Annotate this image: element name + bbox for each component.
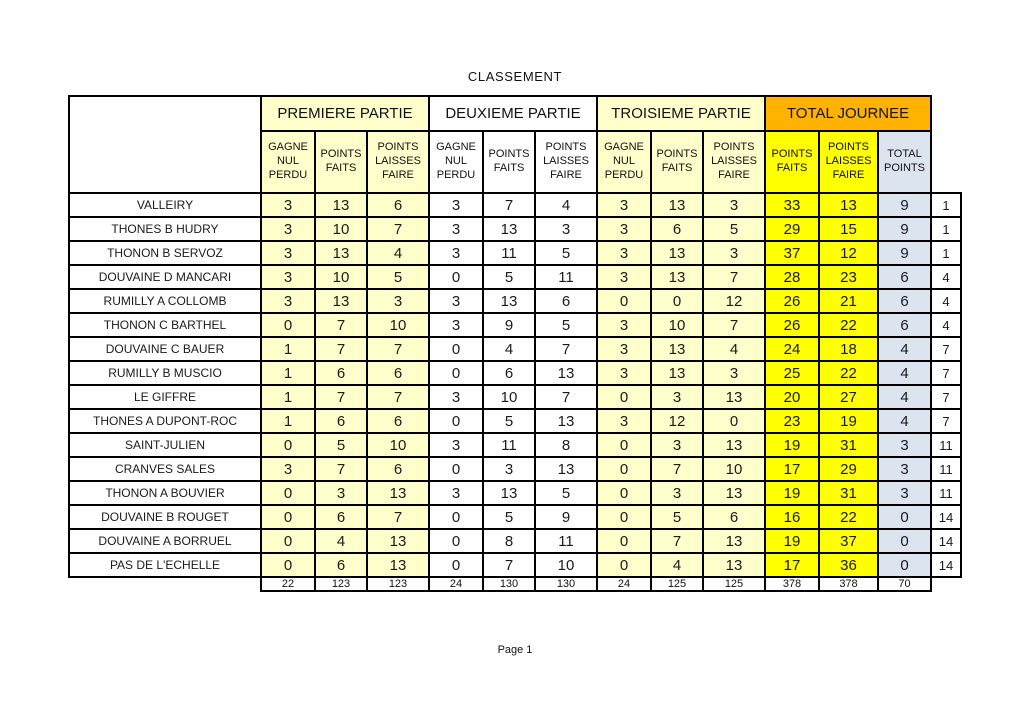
team-column-header (69, 96, 261, 193)
column-header-points-faits-7: POINTS FAITS (651, 131, 703, 193)
value-cell: 13 (367, 481, 429, 505)
group-header-total-journee: TOTAL JOURNEE (765, 96, 931, 131)
value-cell: 13 (651, 361, 703, 385)
group-header-troisieme-partie: TROISIEME PARTIE (597, 96, 765, 131)
value-cell: 6 (367, 409, 429, 433)
team-name: DOUVAINE B ROUGET (69, 505, 261, 529)
value-cell: 11 (483, 433, 535, 457)
value-cell: 3 (878, 457, 931, 481)
value-cell: 13 (483, 481, 535, 505)
value-cell: 4 (878, 337, 931, 361)
team-name: RUMILLY B MUSCIO (69, 361, 261, 385)
value-cell: 0 (651, 289, 703, 313)
table-row-douvaine-b-rouget (69, 505, 961, 529)
value-cell: 0 (878, 529, 931, 553)
value-cell: 7 (315, 313, 367, 337)
value-cell: 5 (535, 313, 597, 337)
value-cell: 3 (597, 265, 651, 289)
value-cell: 3 (703, 361, 765, 385)
value-cell: 22 (819, 313, 878, 337)
value-cell: 3 (651, 481, 703, 505)
totals-tail-spacer (931, 577, 961, 591)
column-total: 130 (535, 577, 597, 591)
value-cell: 7 (367, 385, 429, 409)
value-cell: 19 (765, 433, 819, 457)
value-cell: 13 (367, 529, 429, 553)
value-cell: 3 (261, 217, 315, 241)
value-cell: 6 (878, 265, 931, 289)
column-header-points-laisses-faire-5: POINTS LAISSES FAIRE (535, 131, 597, 193)
team-name: THONON B SERVOZ (69, 241, 261, 265)
value-cell: 13 (535, 409, 597, 433)
table-header (69, 96, 961, 193)
value-cell: 3 (429, 193, 483, 217)
team-name: THONON A BOUVIER (69, 481, 261, 505)
value-cell: 0 (703, 409, 765, 433)
value-cell: 3 (367, 289, 429, 313)
value-cell: 8 (535, 433, 597, 457)
value-cell: 0 (261, 505, 315, 529)
value-cell: 13 (703, 481, 765, 505)
value-cell: 13 (535, 361, 597, 385)
value-cell: 4 (878, 385, 931, 409)
value-cell: 13 (651, 193, 703, 217)
value-cell: 3 (597, 337, 651, 361)
value-cell: 0 (597, 289, 651, 313)
value-cell: 13 (651, 337, 703, 361)
value-cell: 13 (483, 289, 535, 313)
value-cell: 7 (651, 457, 703, 481)
table-row-valleiry (69, 193, 961, 217)
table-row-douvaine-c-bauer (69, 337, 961, 361)
value-cell: 5 (535, 481, 597, 505)
column-header-points-faits-9: POINTS FAITS (765, 131, 819, 193)
value-cell: 13 (483, 217, 535, 241)
value-cell: 31 (819, 481, 878, 505)
value-cell: 19 (819, 409, 878, 433)
value-cell: 29 (765, 217, 819, 241)
value-cell: 0 (878, 505, 931, 529)
value-cell: 0 (429, 337, 483, 361)
group-header-premiere-partie: PREMIERE PARTIE (261, 96, 429, 131)
value-cell: 18 (819, 337, 878, 361)
table-row-pas-de-l-echelle (69, 553, 961, 577)
table-footer (69, 577, 961, 591)
table-row-thonon-c-barthel (69, 313, 961, 337)
page-number: Page 1 (497, 644, 533, 656)
value-cell: 3 (429, 433, 483, 457)
value-cell: 7 (535, 337, 597, 361)
value-cell: 13 (703, 553, 765, 577)
value-cell: 13 (651, 265, 703, 289)
value-cell: 33 (765, 193, 819, 217)
value-cell: 6 (315, 553, 367, 577)
value-cell: 0 (429, 265, 483, 289)
column-total: 125 (703, 577, 765, 591)
value-cell: 3 (535, 217, 597, 241)
team-name: DOUVAINE C BAUER (69, 337, 261, 361)
value-cell: 4 (483, 337, 535, 361)
value-cell: 4 (703, 337, 765, 361)
table-row-douvaine-a-borruel (69, 529, 961, 553)
team-name: DOUVAINE A BORRUEL (69, 529, 261, 553)
value-cell: 3 (878, 481, 931, 505)
value-cell: 13 (535, 457, 597, 481)
value-cell: 0 (597, 505, 651, 529)
value-cell: 7 (483, 193, 535, 217)
value-cell: 10 (315, 265, 367, 289)
column-header-points-laisses-faire-2: POINTS LAISSES FAIRE (367, 131, 429, 193)
column-total: 378 (765, 577, 819, 591)
value-cell: 9 (483, 313, 535, 337)
value-cell: 6 (315, 361, 367, 385)
value-cell: 17 (765, 553, 819, 577)
value-cell: 7 (535, 385, 597, 409)
value-cell: 17 (765, 457, 819, 481)
team-name: PAS DE L'ECHELLE (69, 553, 261, 577)
team-name: THONES A DUPONT-ROC (69, 409, 261, 433)
value-cell: 10 (535, 553, 597, 577)
value-cell: 10 (315, 217, 367, 241)
team-name: THONON C BARTHEL (69, 313, 261, 337)
rank-cell: 1 (931, 241, 961, 265)
rank-cell: 14 (931, 553, 961, 577)
value-cell: 19 (765, 481, 819, 505)
value-cell: 3 (429, 241, 483, 265)
rank-cell: 1 (931, 193, 961, 217)
rank-cell: 7 (931, 409, 961, 433)
value-cell: 13 (703, 385, 765, 409)
value-cell: 3 (261, 289, 315, 313)
value-cell: 13 (703, 529, 765, 553)
value-cell: 4 (878, 409, 931, 433)
column-total: 24 (429, 577, 483, 591)
column-total: 70 (878, 577, 931, 591)
table-row-le-giffre (69, 385, 961, 409)
value-cell: 6 (315, 505, 367, 529)
value-cell: 0 (261, 481, 315, 505)
column-total: 123 (367, 577, 429, 591)
value-cell: 5 (535, 241, 597, 265)
value-cell: 12 (819, 241, 878, 265)
value-cell: 3 (597, 409, 651, 433)
team-name: LE GIFFRE (69, 385, 261, 409)
value-cell: 6 (651, 217, 703, 241)
value-cell: 0 (261, 553, 315, 577)
value-cell: 1 (261, 385, 315, 409)
value-cell: 22 (819, 361, 878, 385)
value-cell: 7 (651, 529, 703, 553)
value-cell: 6 (315, 409, 367, 433)
rank-cell: 14 (931, 529, 961, 553)
value-cell: 29 (819, 457, 878, 481)
value-cell: 5 (483, 409, 535, 433)
value-cell: 3 (261, 265, 315, 289)
value-cell: 7 (315, 385, 367, 409)
team-name: VALLEIRY (69, 193, 261, 217)
column-header-points-laisses-faire-8: POINTS LAISSES FAIRE (703, 131, 765, 193)
value-cell: 3 (597, 241, 651, 265)
rank-cell: 7 (931, 337, 961, 361)
group-header-row (69, 96, 961, 131)
value-cell: 3 (651, 433, 703, 457)
value-cell: 26 (765, 313, 819, 337)
rank-cell: 7 (931, 361, 961, 385)
value-cell: 13 (315, 241, 367, 265)
value-cell: 6 (367, 361, 429, 385)
value-cell: 0 (597, 433, 651, 457)
team-name: THONES B HUDRY (69, 217, 261, 241)
value-cell: 7 (315, 457, 367, 481)
rank-column-spacer (931, 96, 961, 193)
page-title: CLASSEMENT (467, 69, 563, 84)
value-cell: 9 (878, 193, 931, 217)
value-cell: 0 (597, 553, 651, 577)
rank-cell: 1 (931, 217, 961, 241)
value-cell: 0 (261, 529, 315, 553)
table-row-cranves-sales (69, 457, 961, 481)
value-cell: 11 (483, 241, 535, 265)
column-total: 123 (315, 577, 367, 591)
rank-cell: 11 (931, 481, 961, 505)
classement-table (68, 95, 962, 592)
value-cell: 7 (315, 337, 367, 361)
value-cell: 4 (651, 553, 703, 577)
value-cell: 4 (315, 529, 367, 553)
value-cell: 16 (765, 505, 819, 529)
value-cell: 4 (535, 193, 597, 217)
table-row-saint-julien (69, 433, 961, 457)
value-cell: 6 (483, 361, 535, 385)
value-cell: 6 (535, 289, 597, 313)
table-row-thonon-b-servoz (69, 241, 961, 265)
column-total: 130 (483, 577, 535, 591)
value-cell: 13 (703, 433, 765, 457)
value-cell: 9 (878, 217, 931, 241)
value-cell: 3 (651, 385, 703, 409)
column-total: 125 (651, 577, 703, 591)
value-cell: 6 (878, 313, 931, 337)
value-cell: 7 (703, 265, 765, 289)
value-cell: 1 (261, 361, 315, 385)
value-cell: 3 (429, 289, 483, 313)
value-cell: 11 (535, 529, 597, 553)
value-cell: 8 (483, 529, 535, 553)
value-cell: 20 (765, 385, 819, 409)
table-body (69, 193, 961, 577)
value-cell: 7 (367, 337, 429, 361)
value-cell: 13 (367, 553, 429, 577)
column-header-total-points-11: TOTAL POINTS (878, 131, 931, 193)
value-cell: 10 (367, 313, 429, 337)
column-total: 22 (261, 577, 315, 591)
value-cell: 36 (819, 553, 878, 577)
value-cell: 3 (597, 193, 651, 217)
value-cell: 19 (765, 529, 819, 553)
value-cell: 3 (315, 481, 367, 505)
value-cell: 9 (535, 505, 597, 529)
value-cell: 1 (261, 337, 315, 361)
value-cell: 5 (651, 505, 703, 529)
value-cell: 3 (261, 457, 315, 481)
value-cell: 10 (367, 433, 429, 457)
value-cell: 4 (878, 361, 931, 385)
table-row-thonon-a-bouvier (69, 481, 961, 505)
column-header-points-laisses-faire-10: POINTS LAISSES FAIRE (819, 131, 878, 193)
table-row-thones-a-dupont-roc (69, 409, 961, 433)
value-cell: 5 (367, 265, 429, 289)
value-cell: 13 (819, 193, 878, 217)
table-row-rumilly-a-collomb (69, 289, 961, 313)
value-cell: 24 (765, 337, 819, 361)
column-total: 378 (819, 577, 878, 591)
value-cell: 3 (878, 433, 931, 457)
value-cell: 3 (483, 457, 535, 481)
value-cell: 0 (429, 457, 483, 481)
rank-cell: 4 (931, 313, 961, 337)
value-cell: 3 (429, 313, 483, 337)
value-cell: 10 (651, 313, 703, 337)
rank-cell: 4 (931, 289, 961, 313)
rank-cell: 11 (931, 433, 961, 457)
column-header-points-faits-4: POINTS FAITS (483, 131, 535, 193)
value-cell: 0 (597, 457, 651, 481)
value-cell: 3 (261, 241, 315, 265)
value-cell: 0 (429, 361, 483, 385)
rank-cell: 14 (931, 505, 961, 529)
value-cell: 0 (261, 313, 315, 337)
value-cell: 3 (703, 241, 765, 265)
value-cell: 11 (535, 265, 597, 289)
value-cell: 3 (429, 481, 483, 505)
value-cell: 28 (765, 265, 819, 289)
column-header-gagne-nul-perdu-3: GAGNE NUL PERDU (429, 131, 483, 193)
value-cell: 0 (429, 553, 483, 577)
table-row-rumilly-b-muscio (69, 361, 961, 385)
value-cell: 6 (878, 289, 931, 313)
value-cell: 23 (819, 265, 878, 289)
value-cell: 7 (703, 313, 765, 337)
team-name: RUMILLY A COLLOMB (69, 289, 261, 313)
value-cell: 1 (261, 409, 315, 433)
totals-row (69, 577, 961, 591)
value-cell: 7 (367, 217, 429, 241)
value-cell: 5 (315, 433, 367, 457)
value-cell: 3 (597, 361, 651, 385)
value-cell: 22 (819, 505, 878, 529)
value-cell: 0 (261, 433, 315, 457)
value-cell: 0 (429, 505, 483, 529)
value-cell: 3 (429, 385, 483, 409)
column-header-gagne-nul-perdu-0: GAGNE NUL PERDU (261, 131, 315, 193)
value-cell: 31 (819, 433, 878, 457)
column-total: 24 (597, 577, 651, 591)
value-cell: 3 (597, 313, 651, 337)
value-cell: 7 (483, 553, 535, 577)
value-cell: 5 (483, 505, 535, 529)
value-cell: 15 (819, 217, 878, 241)
value-cell: 0 (597, 481, 651, 505)
column-header-gagne-nul-perdu-6: GAGNE NUL PERDU (597, 131, 651, 193)
value-cell: 3 (261, 193, 315, 217)
value-cell: 12 (703, 289, 765, 313)
table-row-thones-b-hudry (69, 217, 961, 241)
value-cell: 0 (429, 529, 483, 553)
value-cell: 13 (651, 241, 703, 265)
value-cell: 7 (367, 505, 429, 529)
value-cell: 21 (819, 289, 878, 313)
value-cell: 5 (703, 217, 765, 241)
column-header-points-faits-1: POINTS FAITS (315, 131, 367, 193)
value-cell: 6 (367, 193, 429, 217)
value-cell: 10 (703, 457, 765, 481)
rank-cell: 11 (931, 457, 961, 481)
value-cell: 12 (651, 409, 703, 433)
value-cell: 9 (878, 241, 931, 265)
value-cell: 6 (703, 505, 765, 529)
rank-cell: 7 (931, 385, 961, 409)
value-cell: 37 (819, 529, 878, 553)
value-cell: 10 (483, 385, 535, 409)
value-cell: 25 (765, 361, 819, 385)
team-name: CRANVES SALES (69, 457, 261, 481)
value-cell: 26 (765, 289, 819, 313)
team-name: SAINT-JULIEN (69, 433, 261, 457)
totals-lead-spacer (69, 577, 261, 591)
value-cell: 0 (597, 385, 651, 409)
value-cell: 0 (429, 409, 483, 433)
value-cell: 27 (819, 385, 878, 409)
value-cell: 0 (878, 553, 931, 577)
value-cell: 0 (597, 529, 651, 553)
value-cell: 13 (315, 289, 367, 313)
team-name: DOUVAINE D MANCARI (69, 265, 261, 289)
value-cell: 3 (597, 217, 651, 241)
table-row-douvaine-d-mancari (69, 265, 961, 289)
value-cell: 4 (367, 241, 429, 265)
value-cell: 3 (429, 217, 483, 241)
value-cell: 23 (765, 409, 819, 433)
value-cell: 6 (367, 457, 429, 481)
value-cell: 3 (703, 193, 765, 217)
rank-cell: 4 (931, 265, 961, 289)
group-header-deuxieme-partie: DEUXIEME PARTIE (429, 96, 597, 131)
value-cell: 13 (315, 193, 367, 217)
value-cell: 37 (765, 241, 819, 265)
value-cell: 5 (483, 265, 535, 289)
